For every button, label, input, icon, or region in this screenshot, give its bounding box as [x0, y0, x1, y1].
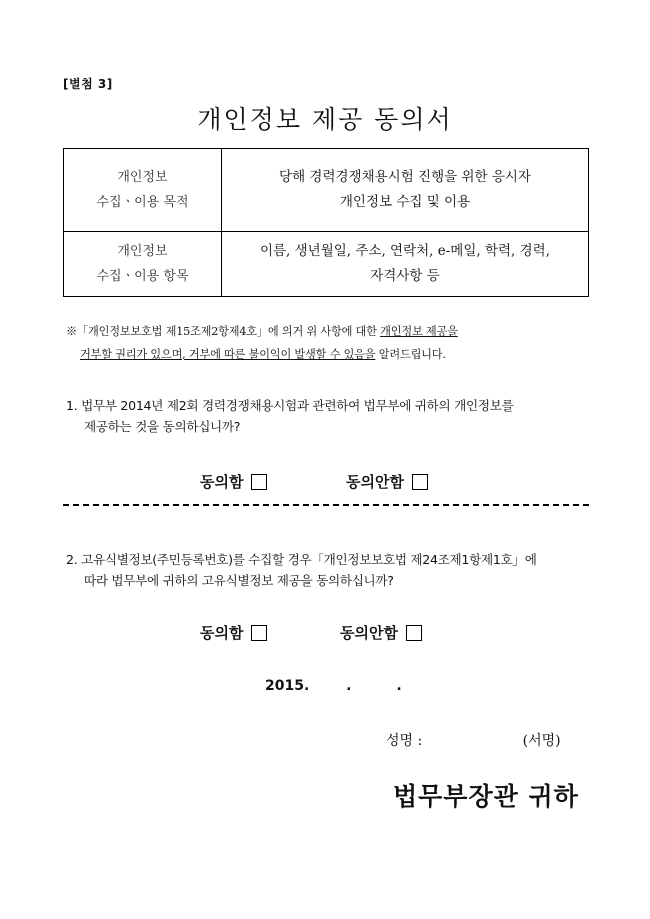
- purpose-label-line2: 수집ㆍ이용 목적: [96, 195, 189, 210]
- notice-line1: [66, 320, 596, 343]
- q1-agree-label: 동의함: [200, 473, 244, 491]
- q2-agree-checkbox[interactable]: [251, 625, 267, 641]
- table-row: [64, 149, 589, 232]
- q2-disagree-option[interactable]: [340, 622, 422, 643]
- purpose-value-cell: [222, 149, 589, 232]
- q1-agree-option[interactable]: [200, 471, 267, 492]
- q2-disagree-checkbox[interactable]: [406, 625, 422, 641]
- sign-label: (서명): [522, 733, 561, 749]
- purpose-value-line1: 당해 경력경쟁채용시험 진행을 위한 응시자: [279, 169, 531, 185]
- items-value-line2: 자격사항 등: [370, 268, 440, 284]
- items-label-line2: 수집ㆍ이용 항목: [96, 269, 189, 284]
- table-row: [64, 232, 589, 297]
- question-2-line1: 2. 고유식별정보(주민등록번호)를 수집할 경우「개인정보보호법 제24조제1항제1호」에: [66, 552, 537, 567]
- question-1: [66, 395, 606, 437]
- purpose-label-cell: [64, 149, 222, 232]
- q1-disagree-checkbox[interactable]: [412, 474, 428, 490]
- date-year: 2015.: [265, 678, 310, 694]
- q2-agree-option[interactable]: [200, 622, 267, 643]
- date-day-dot: .: [396, 678, 402, 694]
- question-2: [66, 549, 606, 591]
- q1-disagree-label: 동의안함: [346, 473, 404, 491]
- info-table: [63, 148, 589, 297]
- notice-line2: [66, 343, 596, 366]
- notice-line1-underlined: 개인정보 제공을: [380, 325, 458, 338]
- notice-line1-text: ※「개인정보보호법 제15조제2항제4호」에 의거 위 사항에 대한: [66, 325, 381, 338]
- items-label-cell: [64, 232, 222, 297]
- question-2-line2: 따라 법무부에 귀하의 고유식별정보 제공을 동의하십니까?: [84, 573, 394, 588]
- notice-line2-underlined: 거부할 권리가 있으며, 거부에 따른 불이익이 발생할 수 있음을: [80, 348, 376, 361]
- name-label: 성명 :: [386, 733, 423, 749]
- date-line: [265, 678, 402, 694]
- signature-line: [386, 730, 561, 750]
- q1-agree-checkbox[interactable]: [251, 474, 267, 490]
- date-month-dot: .: [346, 678, 352, 694]
- items-label-line1: 개인정보: [117, 244, 168, 259]
- question-1-line1: 1. 법무부 2014년 제2회 경력경쟁채용시험과 관련하여 법무부에 귀하의 개인정보를: [66, 398, 514, 413]
- q2-disagree-label: 동의안함: [340, 624, 398, 642]
- addressee-closing: 법무부장관 귀하: [393, 782, 579, 811]
- items-value-line1: 이름, 생년월일, 주소, 연락처, e-메일, 학력, 경력,: [259, 243, 551, 259]
- dashed-divider: [63, 504, 589, 506]
- q2-agree-label: 동의함: [200, 624, 244, 642]
- notice-line2-text: 알려드립니다.: [375, 348, 446, 361]
- purpose-value-line2: 개인정보 수집 및 이용: [339, 194, 471, 210]
- question-1-line2: 제공하는 것을 동의하십니까?: [84, 419, 241, 434]
- q1-disagree-option[interactable]: [346, 471, 428, 492]
- purpose-label-line1: 개인정보: [117, 170, 168, 185]
- document-title: 개인정보 제공 동의서: [197, 105, 453, 134]
- items-value-cell: [222, 232, 589, 297]
- rights-notice: [66, 320, 596, 366]
- annex-tag: [별첨 3]: [63, 77, 113, 91]
